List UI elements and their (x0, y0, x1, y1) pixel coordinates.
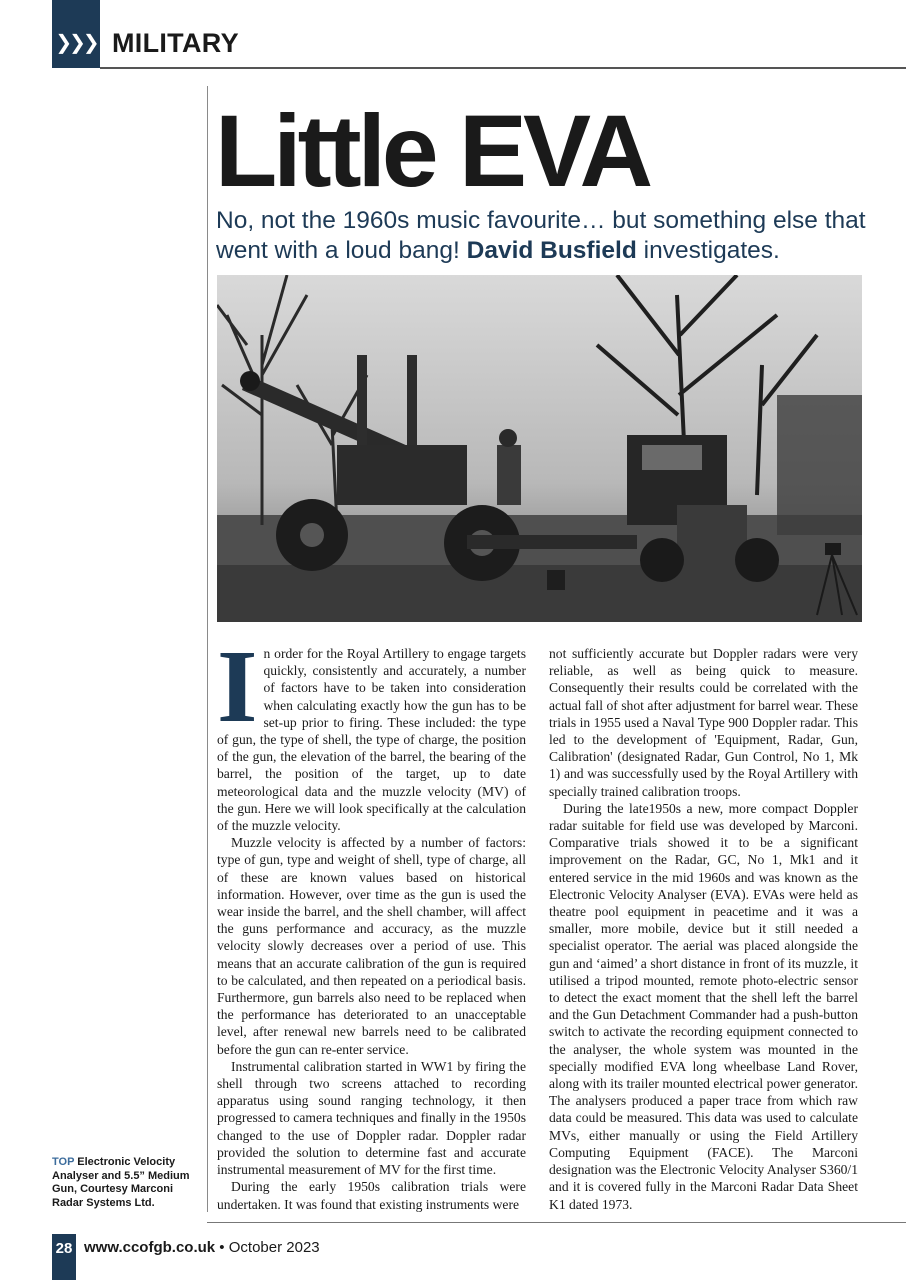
paragraph (217, 629, 526, 834)
footer-info (84, 1239, 320, 1256)
article-photo (217, 275, 862, 622)
photo-caption (52, 1156, 202, 1210)
issue-date: October 2023 (228, 1239, 320, 1256)
author-name: David Busfield (466, 237, 637, 264)
caption-label: TOP (52, 1156, 75, 1168)
drop-cap: I (217, 629, 258, 744)
website-link[interactable]: www.ccofgb.co.uk (84, 1239, 216, 1256)
standfirst-text: No, not the 1960s music favourite… but something else that went with a loud bang! (216, 207, 866, 264)
section-title: MILITARY (112, 28, 239, 58)
section-tag (52, 0, 100, 68)
paragraph-text: n order for the Royal Artillery to engage targets quickly, consistently and accurately, a number of factors have to be taken into consideration when calculating exactly how the gun has to be set-up prior to firing. These included: the type of gun, the type of shell, the type of charge, the position of the gun, the elevation of the barrel, the bearing of the barrel, the position of the target, up to date meteorological data and the muzzle velocity (MV) of the gun. Here we will look specifically at the calculation of the muzzle velocity. (217, 646, 526, 834)
column-divider (207, 86, 208, 1212)
paragraph: Instrumental calibration started in WW1 by firing the shell through two screens attached to recording apparatus using sound ranging technology, it then progressed to camera techniques and finally in the 1950s changed to the use of Doppler radar. Doppler radar provided the solution to determine fast and accurate instrumental measurement of MV for the first time. (217, 1058, 526, 1178)
page-number: 28 (55, 1240, 73, 1257)
standfirst (216, 206, 896, 266)
article-title: Little EVA (215, 94, 650, 208)
standfirst-end: investigates. (636, 237, 780, 264)
text-column-2 (549, 645, 858, 1213)
gun-and-landrover-photo (217, 275, 862, 622)
paragraph: During the early 1950s calibration trials were undertaken. It was found that existing instruments were (217, 1179, 526, 1212)
paragraph: not sufficiently accurate but Doppler radars were very reliable, as well as being quick to measure. Consequently their results could be correlated with the actual fall of shot after adjustment for barrel wear. These trials in 1955 used a Naval Type 900 Doppler radar. This led to the development of 'Equipment, Radar, Gun, Calibration' (designated Radar, Gun Control, No 1, Mk 1) and was successfully used by the Royal Artillery with specially trained calibration troops. (549, 646, 858, 799)
footer-rule (207, 1222, 906, 1223)
chevron-right-icon: ❯❯❯ (55, 30, 97, 54)
header-rule (100, 67, 906, 69)
text-column-1 (217, 629, 526, 1213)
paragraph: Muzzle velocity is affected by a number of factors: type of gun, type and weight of shell, type of charge, all of these are known values based on historical information. However, over time as the gun is used the wear inside the barrel, and the shell chamber, will affect the guns performance and accuracy, as the muzzle velocity slowly decreases over a period of use. This means that an accurate calibration of the gun is required to be calculated, and then repeated on a periodical basis. Furthermore, gun barrels also need to be replaced when the performance has deteriorated to an unacceptable level, after renewal new barrels need to be calibrated before the gun can re-enter service. (217, 835, 526, 1057)
footer-separator: • (215, 1239, 229, 1256)
paragraph: During the late1950s a new, more compact Doppler radar suitable for field use was developed by Marconi. Comparative trials showed it to be a significant improvement on the Radar, GC, No 1, Mk1 and it entered service in the mid 1960s and was known as the Electronic Velocity Analyser (EVA). EVAs were held as theatre pool equipment in peacetime and it was a smaller, more mobile, device but it still needed a specialist operator. The aerial was placed alongside the gun and ‘aimed’ a short distance in front of its muzzle, it utilised a tripod mounted, remote photo-electric sensor to detect the exact moment that the shell left the barrel and the Gun Detachment Commander had a push-button switch to activate the recording equipment connected to the analyser, the whole system was mounted in the specially modified EVA long wheelbase Land Rover, along with its trailer mounted electrical power generator. The analysers produced a paper trace from which raw data could be measured. This data was used to calculate MVs, either manually or using the Field Artillery Computing Equipment (FACE). The Marconi designation was the Electronic Velocity Analyser S360/1 and it is covered fully in the Marconi Radar Data Sheet K1 dated 1973. (549, 800, 858, 1212)
caption-text: Electronic Velocity Analyser and 5.5” Medium Gun, Courtesy Marconi Radar Systems Ltd. (52, 1156, 190, 1209)
